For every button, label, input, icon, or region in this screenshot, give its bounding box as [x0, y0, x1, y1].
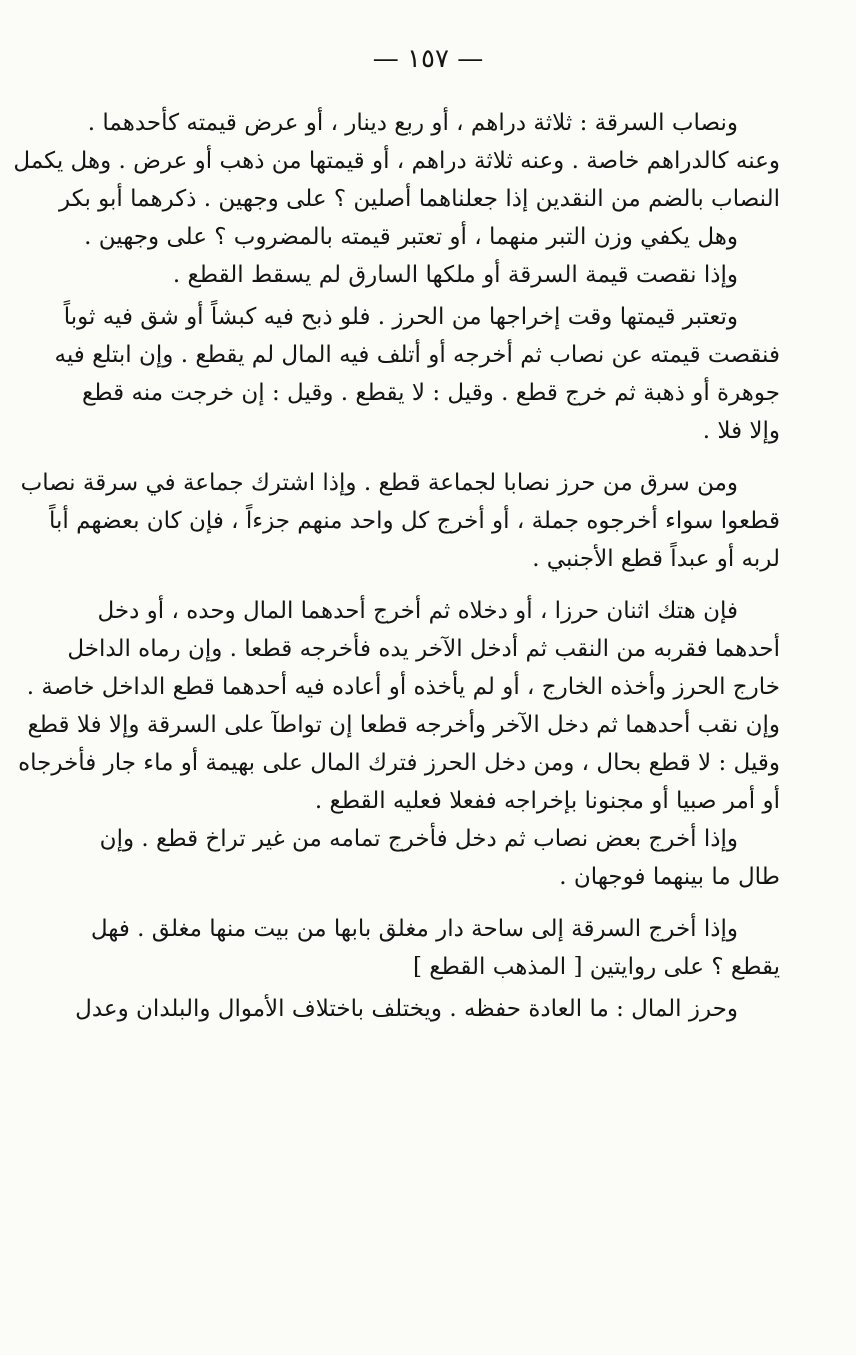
text-line: وحرز المال : ما العادة حفظه . ويختلف باختلاف الأموال والبلدان وعدل [75, 996, 738, 1022]
text-line: ومن سرق من حرز نصابا لجماعة قطع . وإذا اشترك جماعة في سرقة نصاب [20, 470, 738, 496]
text-line: وإذا أخرج بعض نصاب ثم دخل فأخرج تمامه من غير تراخ قطع . وإن [99, 826, 738, 852]
text-line: فإن هتك اثنان حرزا ، أو دخلاه ثم أخرج أحدهما المال وحده ، أو دخل [97, 598, 738, 624]
text-line: أحدهما فقربه من النقب ثم أدخل الآخر يده فأخرجه قطعا . وإن رماه الداخل [67, 636, 780, 662]
body-text [13, 104, 780, 1028]
text-line: وإن نقب أحدهما ثم دخل الآخر وأخرجه قطعا إن تواطآ على السرقة وإلا فلا قطع [27, 712, 780, 738]
text-line: وإلا فلا . [702, 418, 780, 444]
text-line: وقيل : لا قطع بحال ، ومن دخل الحرز فترك المال على بهيمة أو ماء جار فأخرجاه [18, 750, 780, 776]
page-number: — ١٥٧ — [372, 44, 484, 74]
text-line: جوهرة أو ذهبة ثم خرج قطع . وقيل : لا يقطع . وقيل : إن خرجت منه قطع [82, 380, 780, 406]
text-line: لربه أو عبداً قطع الأجنبي . [532, 546, 780, 572]
text-line: قطعوا سواء أخرجوه جملة ، أو أخرج كل واحد منهم جزءاً ، فإن كان بعضهم أباً [49, 508, 780, 534]
text-line: أو أمر صبيا أو مجنونا بإخراجه ففعلا فعليه القطع . [314, 788, 780, 814]
text-line: النصاب بالضم من النقدين إذا جعلناهما أصلين ؟ على وجهين . ذكرهما أبو بكر [59, 186, 780, 212]
text-line: طال ما بينهما فوجهان . [559, 864, 780, 890]
text-line: وتعتبر قيمتها وقت إخراجها من الحرز . فلو ذبح فيه كبشاً أو شق فيه ثوباً [63, 304, 738, 330]
text-line: وإذا أخرج السرقة إلى ساحة دار مغلق بابها من بيت منها مغلق . فهل [90, 916, 738, 942]
text-line: يقطع ؟ على روايتين [ المذهب القطع ] [412, 954, 780, 980]
text-line: خارج الحرز وأخذه الخارج ، أو لم يأخذه أو أعاده فيه أحدهما قطع الداخل خاصة . [26, 674, 780, 700]
text-line: وهل يكفي وزن التبر منهما ، أو تعتبر قيمته بالمضروب ؟ على وجهين . [84, 224, 738, 250]
text-line: وعنه كالدراهم خاصة . وعنه ثلاثة دراهم ، أو قيمتها من ذهب أو عرض . وهل يكمل [13, 148, 780, 174]
text-line: فنقصت قيمته عن نصاب ثم أخرجه أو أتلف فيه المال لم يقطع . وإن ابتلع فيه [54, 342, 780, 368]
text-line: وإذا نقصت قيمة السرقة أو ملكها السارق لم يسقط القطع . [172, 262, 738, 288]
text-line: ونصاب السرقة : ثلاثة دراهم ، أو ربع دينار ، أو عرض قيمته كأحدهما . [87, 110, 738, 136]
